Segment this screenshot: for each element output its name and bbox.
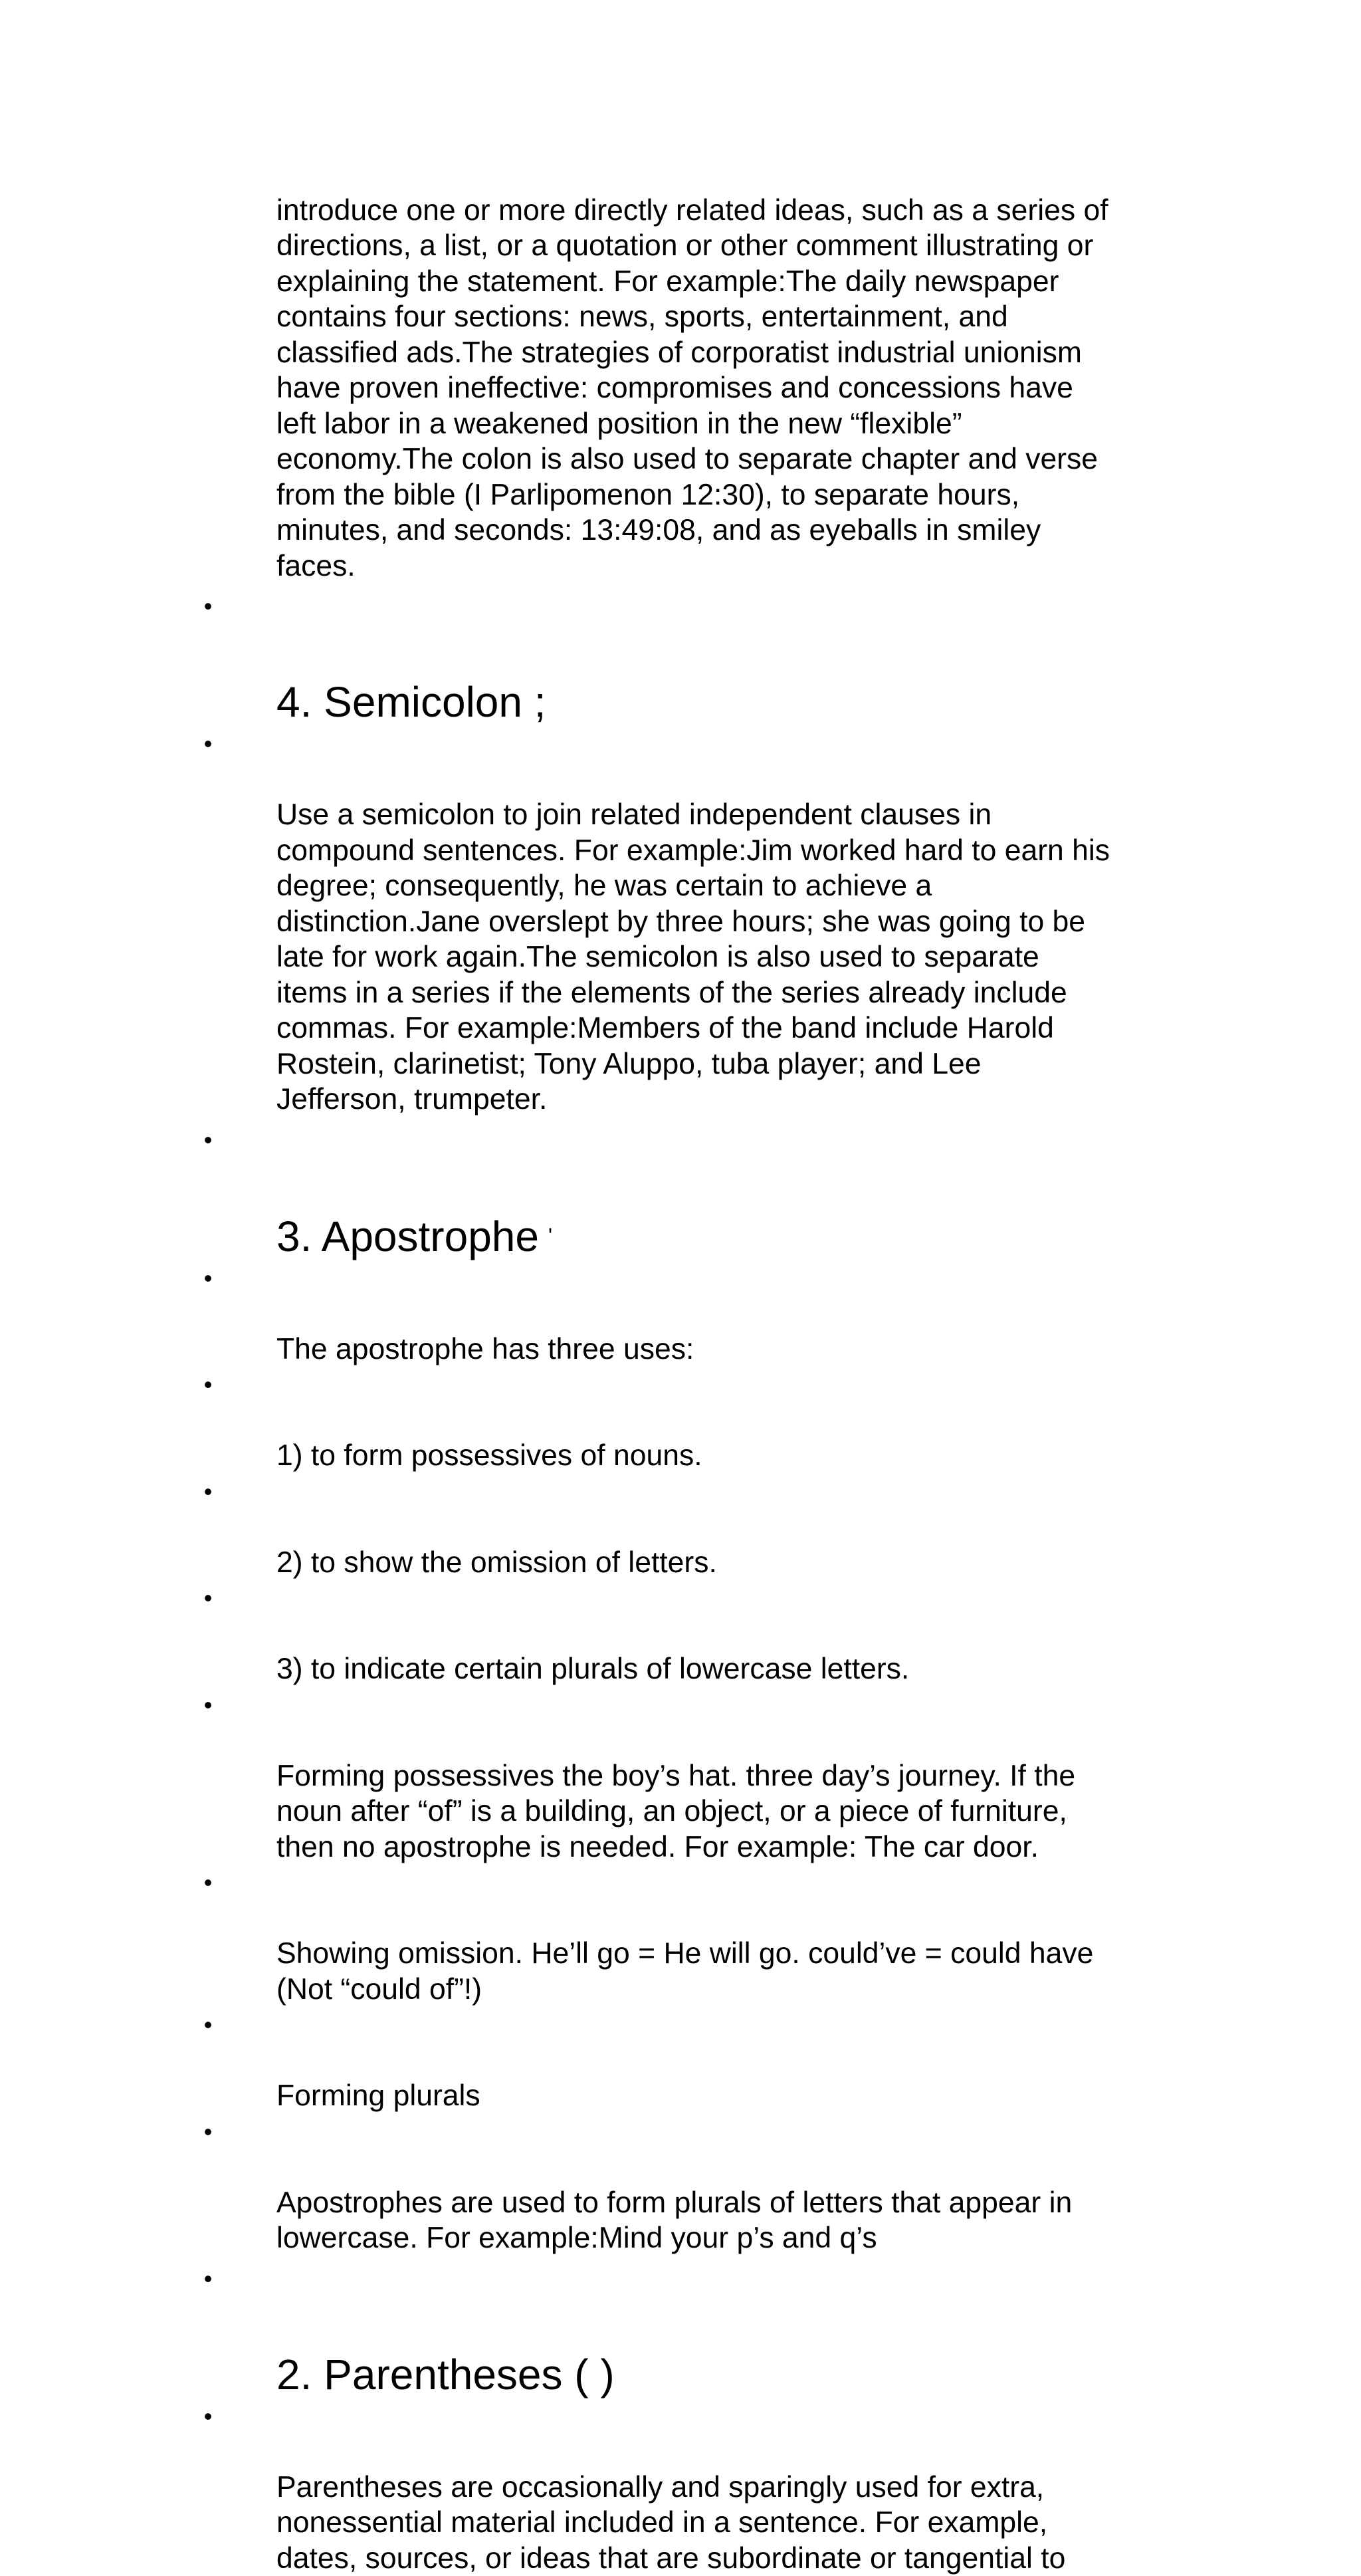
document-body [198,157,1168,2576]
apostrophe-item [198,1367,1168,1474]
apostrophe-item [198,1865,1168,2007]
paragraph-text: Use a semicolon to join related independent clauses in compound sentences. For example:Jim worked hard to earn his degree; consequently, he was certain to achieve a distinction.Jane overslept by three hours; she was going to be late for work again.The semicolon is also used to separate items in a series if the elements of the series already include commas. For example:Members of the band include Harold Rostein, clarinetist; Tony Aluppo, tuba player; and Lee Jefferson, trumpeter. [276,798,1110,1115]
parentheses-paragraph [198,2399,1168,2576]
apostrophe-item [198,1474,1168,1581]
heading-text: 2. Parentheses ( ) [276,2351,615,2399]
item-text: Apostrophes are used to form plurals of letters that appear in lowercase. For example:Mind your p’s and q’s [276,2186,1072,2255]
apostrophe-mark: ' [548,1224,552,1248]
item-text: Showing omission. He’ll go = He will go. could’ve = could have (Not “could of”!) [276,1937,1093,2006]
bullet-icon: • [198,2114,218,2150]
bullet-icon: • [198,1116,218,1164]
heading-text: 3. Apostrophe [276,1213,539,1260]
bullet-icon: • [198,2255,218,2303]
apostrophe-item [198,1687,1168,1865]
bullet-icon: • [198,1865,218,1901]
bullet-icon: • [198,726,218,762]
bullet-icon: • [198,2399,218,2434]
item-text: The apostrophe has three uses: [276,1333,694,1365]
parentheses-heading [198,2255,1168,2399]
apostrophe-item [198,2114,1168,2256]
colon-continuation-paragraph [198,157,1168,584]
semicolon-heading [198,582,1168,726]
bullet-icon: • [198,1580,218,1616]
paragraph-text: introduce one or more directly related ideas, such as a series of directions, a list, or a quotation or other comment illustrating or explaining the statement. For example:The daily newspaper contains four sections: news, sports, entertainment, and classified ads.The strategies of corporatist industrial unionism have proven ineffective: compromises and concessions have left labor in a weakened position in the new “flexible” economy.The colon is also used to separate chapter and verse from the bible (I Parlipomenon 12:30), to separate hours, minutes, and seconds: 13:49:08, and as eyeballs in smiley faces. [276,194,1108,582]
bullet-icon: • [198,1367,218,1403]
item-text: 1) to form possessives of nouns. [276,1439,702,1472]
apostrophe-item [198,2007,1168,2114]
apostrophe-item [198,1580,1168,1687]
item-text: Forming plurals [276,2079,480,2112]
paragraph-text: Parentheses are occasionally and sparingly used for extra, nonessential material included in a sentence. For example, dates, sources, or ideas that are subordinate or tangential to [276,2471,1065,2575]
bullet-icon: • [198,2007,218,2043]
semicolon-paragraph [198,726,1168,1117]
item-text: Forming possessives the boy’s hat. three day’s journey. If the noun after “of” is a building, an object, or a piece of furniture, then no apostrophe is needed. For example: The car door. [276,1760,1075,1863]
apostrophe-item [198,1260,1168,1367]
bullet-icon: • [198,1260,218,1296]
apostrophe-heading [198,1116,1168,1260]
bullet-icon: • [198,1474,218,1510]
item-text: 3) to indicate certain plurals of lowercase letters. [276,1653,909,1685]
heading-text: 4. Semicolon ; [276,678,546,726]
bullet-icon: • [198,582,218,630]
bullet-icon: • [198,1687,218,1723]
item-text: 2) to show the omission of letters. [276,1546,717,1579]
